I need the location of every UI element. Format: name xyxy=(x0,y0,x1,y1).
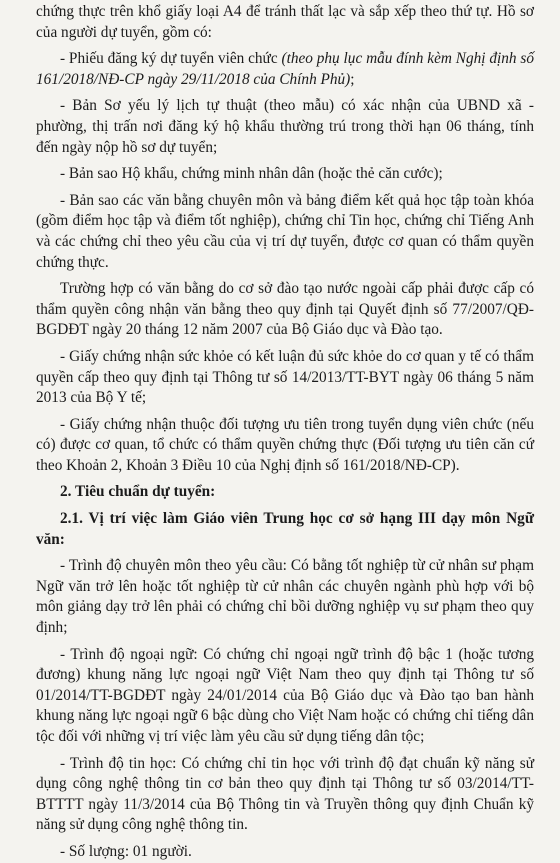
paragraph-registration-form xyxy=(36,49,534,90)
paragraph-foreign-diploma: Trường hợp có văn bằng do cơ sở đào tạo nước ngoài cấp phải được cấp có thẩm quyền công nhận văn bằng theo quy định tại Quyết định số 77/2007/QĐ-BGDĐT ngày 20 tháng 12 năm 2007 của Bộ Giáo dục và Đào tạo. xyxy=(36,280,534,339)
registration-form-tail: ; xyxy=(350,70,355,88)
paragraph-diploma-copies: - Bản sao các văn bằng chuyên môn và bảng điểm kết quả học tập toàn khóa (gồm điểm học tập và điểm tốt nghiệp), chứng chỉ Tin học, chứng chỉ Tiếng Anh và các chứng chỉ theo yêu cầu của vị trí dự tuyển, được cơ quan có thẩm quyền chứng thực. xyxy=(36,191,534,271)
paragraph-application-dossier-intro: chứng thực trên khổ giấy loại A4 để tránh thất lạc và sắp xếp theo thứ tự. Hồ sơ của người dự tuyển, gồm có: xyxy=(36,3,534,41)
registration-form-reference: (theo phụ lục mẫu đính kèm Nghị định số 161/2018/NĐ-CP ngày 29/11/2018 của Chính Phủ) xyxy=(36,50,534,88)
paragraph-household-id-copy: - Bản sao Hộ khẩu, chứng minh nhân dân (hoặc thẻ căn cước); xyxy=(60,165,443,183)
paragraph-it-requirement: - Trình độ tin học: Có chứng chỉ tin học với trình độ đạt chuẩn kỹ năng sử dụng công nghệ thông tin cơ bản theo quy định tại Thông tư số 03/2014/TT-BTTTT ngày 11/3/2014 của Bộ Thông tin và Truyền thông quy định Chuẩn kỹ năng sử dụng công nghệ thông tin. xyxy=(36,754,534,834)
paragraph-curriculum-vitae: - Bản Sơ yếu lý lịch tự thuật (theo mẫu) có xác nhận của UBND xã - phường, thị trấn nơi đăng ký hộ khẩu thường trú trong thời hạn 06 tháng, tính đến ngày nộp hồ sơ dự tuyển; xyxy=(36,97,534,156)
paragraph-quantity: - Số lượng: 01 người. xyxy=(60,842,192,860)
paragraph-professional-qualification: - Trình độ chuyên môn theo yêu cầu: Có bằng tốt nghiệp từ cử nhân sư phạm Ngữ văn trở lên hoặc tốt nghiệp từ cử nhân các chuyên ngành phù hợp với bộ môn giảng dạy trở lên phải có chứng chỉ bồi dưỡng nghiệp vụ sư phạm theo quy định; xyxy=(36,557,534,637)
subsection-heading-literature-teacher: 2.1. Vị trí việc làm Giáo viên Trung học cơ sở hạng III dạy môn Ngữ văn: xyxy=(36,510,534,548)
paragraph-health-certificate: - Giấy chứng nhận sức khỏe có kết luận đủ sức khỏe do cơ quan y tế có thẩm quyền cấp theo quy định tại Thông tư số 14/2013/TT-BYT ngày 06 tháng 5 năm 2013 của Bộ Y tế; xyxy=(36,347,534,407)
paragraph-priority-certificate: - Giấy chứng nhận thuộc đối tượng ưu tiên trong tuyển dụng viên chức (nếu có) được cơ quan, tổ chức có thẩm quyền chứng thực (Đối tượng ưu tiên căn cứ theo Khoản 2, Khoản 3 Điều 10 của Nghị định số 161/2018/NĐ-CP). xyxy=(36,415,534,474)
registration-form-text: - Phiếu đăng ký dự tuyển viên chức xyxy=(60,50,282,68)
section-heading-recruitment-criteria: 2. Tiêu chuẩn dự tuyển: xyxy=(60,483,216,501)
paragraph-foreign-language-requirement: - Trình độ ngoại ngữ: Có chứng chỉ ngoại ngữ trình độ bậc 1 (hoặc tương đương) khung năng lực ngoại ngữ Việt Nam theo quy định tại Thông tư số 01/2014/TT-BGDĐT ngày 24/01/2014 của Bộ Giáo dục và Đào tạo ban hành khung năng lực ngoại ngữ 6 bậc dùng cho Việt Nam hoặc có chứng chỉ tiếng dân tộc đối với những vị trí việc làm yêu cầu sử dụng tiếng dân tộc; xyxy=(36,645,534,745)
